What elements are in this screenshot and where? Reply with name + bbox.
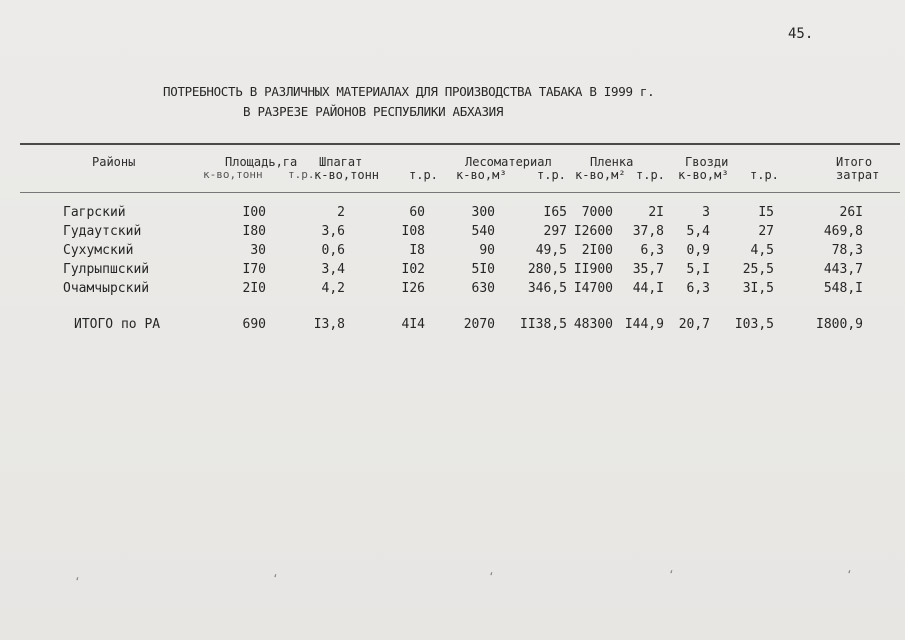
cell-film-tr: 44,I bbox=[632, 281, 664, 296]
cell-lumber: 300 bbox=[471, 205, 495, 220]
cell-lumber: 630 bbox=[471, 281, 495, 296]
cell-lumber: 90 bbox=[479, 243, 495, 258]
header-film: Пленка bbox=[590, 155, 634, 169]
scan-speck: ‘ bbox=[488, 570, 495, 583]
cell-film-tr: I44,9 bbox=[624, 317, 664, 332]
cell-lumber: 540 bbox=[471, 224, 495, 239]
cell-twine: 2 bbox=[337, 205, 345, 220]
cell-film-tr: 2I bbox=[648, 205, 664, 220]
cell-lumber: 5I0 bbox=[471, 262, 495, 277]
cell-lumber-tr: II38,5 bbox=[520, 317, 567, 332]
cell-twine: 4,2 bbox=[321, 281, 345, 296]
cell-twine: I3,8 bbox=[313, 317, 345, 332]
scan-speck: ‘ bbox=[668, 568, 675, 581]
cell-total: I800,9 bbox=[816, 317, 863, 332]
cell-nails: 20,7 bbox=[678, 317, 710, 332]
cell-area: 2I0 bbox=[242, 281, 266, 296]
cell-nails-tr: I5 bbox=[758, 205, 774, 220]
header-film-qty: к-во,м² bbox=[575, 168, 626, 182]
header-nails-qty: к-во,м³ bbox=[678, 168, 729, 182]
cell-lumber-tr: 297 bbox=[543, 224, 567, 239]
header-twine-tr-a: т.р. bbox=[288, 168, 315, 181]
header-tr-2: т.р. bbox=[537, 168, 566, 182]
cell-area: 690 bbox=[242, 317, 266, 332]
cell-twine: 3,6 bbox=[321, 224, 345, 239]
cell-nails: 6,3 bbox=[686, 281, 710, 296]
cell-district: ИТОГО по РА bbox=[74, 317, 161, 332]
cell-nails: 0,9 bbox=[686, 243, 710, 258]
header-tr-4: т.р. bbox=[750, 168, 779, 182]
header-tr-1: т.р. bbox=[409, 168, 438, 182]
cell-district: Очамчырский bbox=[63, 281, 150, 296]
cell-film: 2I00 bbox=[581, 243, 613, 258]
scan-speck: ‘ bbox=[272, 572, 279, 585]
table-header-rule bbox=[20, 192, 900, 193]
cell-film: I2600 bbox=[573, 224, 613, 239]
cell-nails: 5,I bbox=[686, 262, 710, 277]
cell-lumber-tr: 280,5 bbox=[527, 262, 567, 277]
cell-district: Сухумский bbox=[63, 243, 134, 258]
header-lumber: Лесоматериал bbox=[465, 155, 552, 169]
cell-area: 30 bbox=[250, 243, 266, 258]
cell-nails-tr: 25,5 bbox=[742, 262, 774, 277]
cell-nails-tr: 27 bbox=[758, 224, 774, 239]
header-districts: Районы bbox=[92, 155, 136, 169]
header-twine-qty: к-во,тонн bbox=[314, 168, 380, 182]
cell-film: I4700 bbox=[573, 281, 613, 296]
cell-lumber-tr: 49,5 bbox=[535, 243, 567, 258]
header-twine-qty-a: к-во,тонн bbox=[203, 168, 263, 181]
cell-total: 26I bbox=[839, 205, 863, 220]
header-lumber-qty: к-во,м³ bbox=[456, 168, 507, 182]
cell-district: Гулрыпшский bbox=[63, 262, 150, 277]
cell-film-tr: 37,8 bbox=[632, 224, 664, 239]
cell-nails-tr: 4,5 bbox=[750, 243, 774, 258]
scan-speck: ‘ bbox=[846, 568, 853, 581]
cell-twine: 0,6 bbox=[321, 243, 345, 258]
scan-speck: ‘ bbox=[74, 575, 81, 588]
cell-total: 443,7 bbox=[823, 262, 863, 277]
cell-lumber-tr: 346,5 bbox=[527, 281, 567, 296]
document-subtitle: В РАЗРЕЗЕ РАЙОНОВ РЕСПУБЛИКИ АБХАЗИЯ bbox=[243, 104, 504, 119]
cell-twine-tr: I26 bbox=[401, 281, 425, 296]
cell-film: 7000 bbox=[581, 205, 613, 220]
cell-nails-tr: 3I,5 bbox=[742, 281, 774, 296]
cell-nails-tr: I03,5 bbox=[734, 317, 774, 332]
cell-area: I70 bbox=[242, 262, 266, 277]
header-nails: Гвозди bbox=[685, 155, 729, 169]
cell-film-tr: 6,3 bbox=[640, 243, 664, 258]
cell-twine-tr: I8 bbox=[409, 243, 425, 258]
cell-twine-tr: I02 bbox=[401, 262, 425, 277]
cell-lumber-tr: I65 bbox=[543, 205, 567, 220]
document-title: ПОТРЕБНОСТЬ В РАЗЛИЧНЫХ МАТЕРИАЛАХ ДЛЯ ПРОИЗВОДСТВА ТАБАКА В I999 г. bbox=[163, 84, 655, 99]
header-total-costs: затрат bbox=[836, 168, 880, 182]
cell-district: Гудаутский bbox=[63, 224, 142, 239]
header-total: Итого bbox=[836, 155, 873, 169]
cell-nails: 3 bbox=[702, 205, 710, 220]
header-tr-3: т.р. bbox=[636, 168, 665, 182]
cell-total: 78,3 bbox=[831, 243, 863, 258]
cell-twine-tr: I08 bbox=[401, 224, 425, 239]
cell-twine-tr: 60 bbox=[409, 205, 425, 220]
cell-nails: 5,4 bbox=[686, 224, 710, 239]
cell-film-tr: 35,7 bbox=[632, 262, 664, 277]
cell-twine: 3,4 bbox=[321, 262, 345, 277]
cell-twine-tr: 4I4 bbox=[401, 317, 425, 332]
table-top-rule bbox=[20, 143, 900, 145]
cell-area: I80 bbox=[242, 224, 266, 239]
cell-total: 469,8 bbox=[823, 224, 863, 239]
cell-film: 48300 bbox=[573, 317, 613, 332]
cell-area: I00 bbox=[242, 205, 266, 220]
header-area: Площадь,га bbox=[225, 155, 298, 169]
cell-total: 548,I bbox=[823, 281, 863, 296]
header-twine: Шпагат bbox=[319, 155, 363, 169]
cell-district: Гагрский bbox=[63, 205, 126, 220]
cell-lumber: 2070 bbox=[463, 317, 495, 332]
cell-film: II900 bbox=[573, 262, 613, 277]
page-number: 45. bbox=[788, 26, 814, 42]
